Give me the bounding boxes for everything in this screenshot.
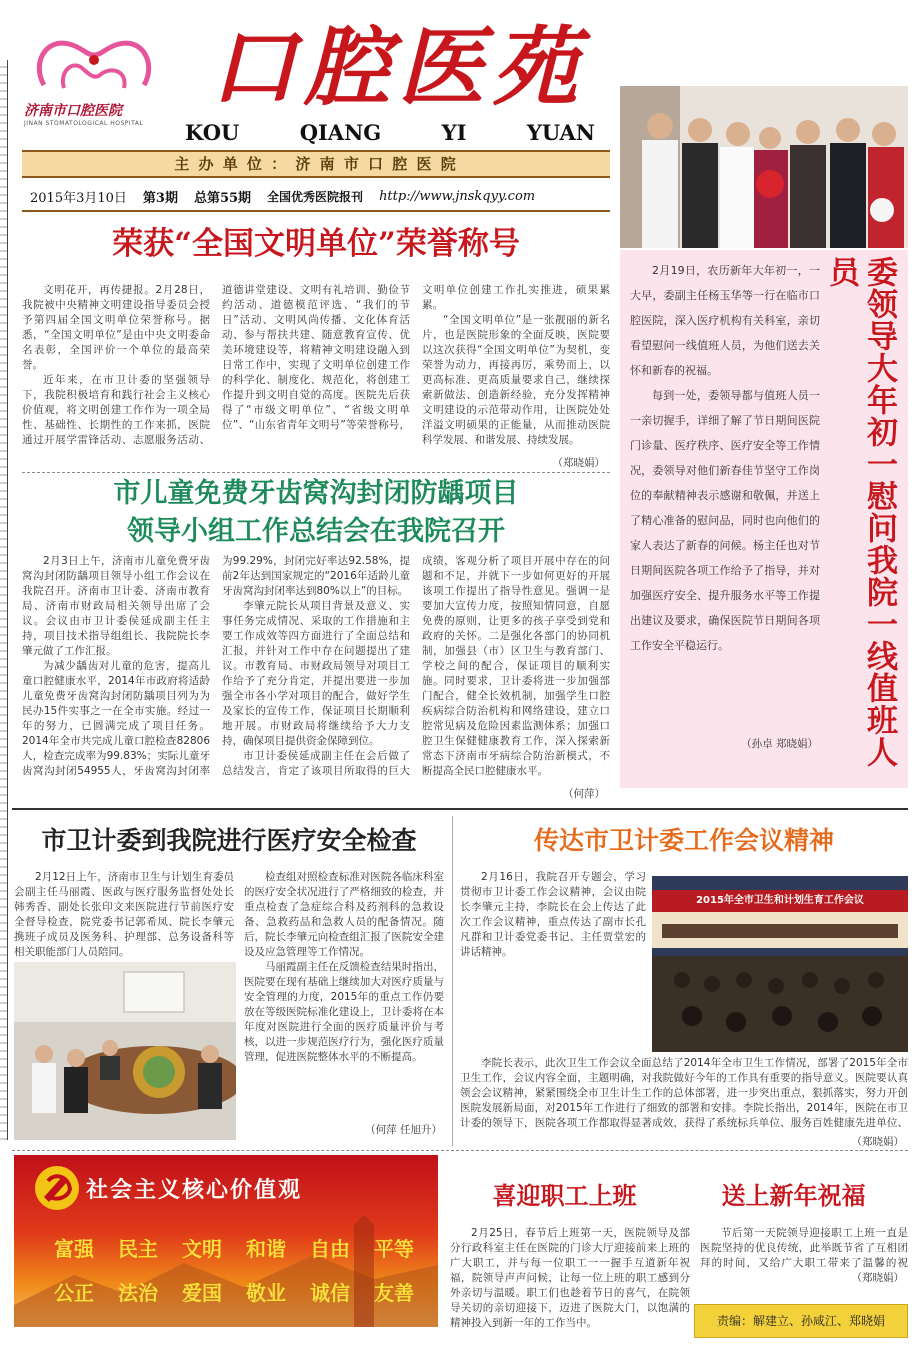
article2-para-3: 李肇元院长从项目背景及意义、实事任务完成情况、采取的工作措施和主要工作成效等四方面进行了全面总结和汇报，并针对工作中存在问题提出了建议。市教育局、市财政局领导对项目工作给予了充分肯定，并提出要进一步加强全市各小学对项目的配合，做好学生及家长的宣传工作，保证项目长期顺利地开展。市财政局将继续给予大力支持，确保项目提供资金保障到位。 xyxy=(222,600,410,747)
editor-box xyxy=(694,1304,908,1338)
value-2: 民主 xyxy=(118,1237,158,1261)
core-values-banner xyxy=(14,1155,438,1327)
value-10: 敬业 xyxy=(246,1281,286,1305)
article4-body-right xyxy=(244,870,444,1130)
value-3: 文明 xyxy=(182,1237,222,1261)
website-url[interactable]: http://www.jnskqyy.com xyxy=(379,188,536,204)
new-year-visit-photo xyxy=(620,86,908,248)
article6-headline-left: 喜迎职工上班 xyxy=(492,1181,637,1210)
article3-headline: 委领导大年初一慰问我院一线值班人员 xyxy=(823,256,897,768)
total-issue: 总第55期 xyxy=(193,190,252,206)
value-4: 和谐 xyxy=(246,1237,286,1261)
article5-body-left xyxy=(460,870,646,1048)
issue-number: 第3期 xyxy=(142,190,178,206)
article6-para-2: 节后第一天院领导迎接职工上班一直是医院坚持的优良传统，此举既节省了互相团拜的时间，又给广大职工带来了温馨的祝 xyxy=(700,1227,908,1269)
banner-line-2 xyxy=(54,1277,414,1307)
pinyin-yi: YI xyxy=(441,120,467,145)
pinyin-kou: KOU xyxy=(185,120,240,145)
article1-body xyxy=(22,283,610,455)
article4-para-2: 检查组对照检查标准对医院各临床科室的医疗安全状况进行了严格细致的检查，并重点检查了急症综合科及药剂科的急救设备、急救药品和急救人员的配备情况。随后，院长李肇元向检查组汇报了医院安全建设及应急管理等工作情况。 xyxy=(244,871,444,958)
value-6: 平等 xyxy=(374,1237,414,1261)
tooth-logo-icon xyxy=(24,30,164,100)
article2-headline-line1: 市儿童免费牙齿窝沟封闭防龋项目 xyxy=(113,478,519,509)
value-12: 友善 xyxy=(374,1281,414,1305)
article3-panel xyxy=(620,250,908,788)
inspection-meeting-photo xyxy=(14,962,236,1140)
article2-body xyxy=(22,554,610,786)
article1-para-2: 近年来，在市卫计委的坚强领导下，我院积极培育和践行社会主义核心价值观，将文明创建工作作为一项全局性、基础性、长期性的工作来抓，医院通过开展学雷锋活动、志愿服务活动、道德讲堂建设、文明有礼培训、勤俭节约活动、道德模范评选、“我们的节日”活动、文明风尚传播、文化体育活动、参与帮扶共建、随意教育宣传、优美环境建设等，将精神文明建设融入到日常工作中，实现了文明单位创建工作的科学化、制度化、规范化，将创建工作提升到文明自觉的高度。医院先后获得了“市级文明单位”、“省级文明单位”、“山东省青年文明号”等荣誉称号，文明单位创建工作扎实推进，硕果累累。 xyxy=(22,284,610,446)
article2-para-2: 为减少龋齿对儿童的危害，提高儿童口腔健康水平，2014年市政府将适龄儿童免费牙齿窝沟封闭防龋项目列为为民办15件实事之一在全市实施。经过一年的努力，已圆满完成了项目任务。2014年全市共完成儿童口腔检查82806人，检查完成率为99.83%；实际儿童牙齿窝沟封闭54955人，牙齿窝沟封闭率为99.29%，封闭完好率达92.58%，提前2年达到国家规定的“2016年适龄儿童牙齿窝沟封闭率达到80%以上”的目标。 xyxy=(22,555,410,777)
article1-para-3: “全国文明单位”是一张靓丽的新名片，也是医院形象的全面反映，医院要以这次获得“全国文明单位”为契机，变荣誉为动力，再接再厉，乘势而上，以更高标准、更高质量要求自己，继续探索新做法、创造新经验，充分发挥精神文明建设的示范带动作用，让医院处处洋溢文明硕果的正能量，从而推动医院科学发展、和谐发展、持续发展。 xyxy=(422,314,610,446)
article5-headline: 传达市卫计委工作会议精神 xyxy=(533,826,834,855)
editor-credits: 责编：解建立、孙咸江、郑晓娟 xyxy=(716,1314,885,1328)
article2-signature: （何萍） xyxy=(563,788,605,800)
party-emblem-icon xyxy=(32,1163,82,1213)
banner-line-1 xyxy=(54,1233,414,1263)
article1-headline: 荣获“全国文明单位”荣誉称号 xyxy=(112,226,520,262)
divider-1 xyxy=(22,472,610,473)
article5-body-bottom xyxy=(460,1056,908,1132)
article5-para-1: 2月16日，我院召开专题会，学习贯彻市卫计委工作会议精神，会议由院长李肇元主持，李院长在会上传达了此次工作会议精神，重点传达了副市长孔凡群和卫计委党委书记、主任贾堂宏的讲话精神。 xyxy=(460,871,646,958)
article3-para-1: 2月19日，农历新年大年初一，一大早，委副主任杨玉华等一行在临市口腔医院，深入医疗机构有关科室，亲切看望慰问一线值班人员，为他们送去关怀和新春的祝福。 xyxy=(630,264,820,377)
value-5: 自由 xyxy=(310,1237,350,1261)
pinyin-qiang: QIANG xyxy=(299,120,382,145)
article2-para-1: 2月3日上午，济南市儿童免费牙齿窝沟封闭防龋项目领导小组工作会议在我院召开。济南市卫计委、济南市教育局、济南市财政局相关领导出席了会议。会议由市卫计委侯延成副主任主持，项目技术指导组组长、我院院长李肇元做了工作汇报。 xyxy=(22,555,210,657)
page-left-strip xyxy=(0,60,8,1140)
issue-line xyxy=(30,186,610,206)
title-pinyin xyxy=(185,120,595,144)
article4-para-3: 马丽霞副主任在反馈检查结果时指出，医院要在现有基础上继续加大对医疗质量与安全管理的力度，2015年的重点工作仍要放在等级医院标准化建设上，卫计委将在本年度对医院进行全面的医疗质量评价与考核，以进一步规范医疗行为，强化医疗质量管理，促进医院整体水平的不断提高。 xyxy=(244,961,444,1063)
work-conference-photo xyxy=(652,876,908,1052)
award-text: 全国优秀医院报刊 xyxy=(267,189,364,204)
article6-headline xyxy=(450,1174,908,1218)
article4-para-1: 2月12日上午，济南市卫生与计划生育委员会副主任马丽霞、医政与医疗服务监督处处长韩秀香、副处长张印文来医院进行节前医疗安全督导检查，院党委书记郭希凤、院长李肇元携班子成员及医务科、护理部、总务设备科等相关职能部门人员陪同。 xyxy=(14,871,234,958)
article4-signature: （何萍 任旭升） xyxy=(365,1124,442,1136)
article6-headline-right: 送上新年祝福 xyxy=(721,1181,866,1210)
article6-signature: （郑晓娟） xyxy=(851,1272,904,1284)
value-9: 爱国 xyxy=(182,1281,222,1305)
value-7: 公正 xyxy=(54,1281,94,1305)
article6-para-1: 2月25日，春节后上班第一天，医院领导及部分行政科室主任在医院的门诊大厅迎接前来上班的广大职工，并与每一位职工一一握手互道新年祝福，院领导声声问候，让每一位上班的职工感到分外亲切与温暖。职工们也趁着节日的喜气，在院领导关切的亲切迎接下，迈进了医院大门，以饱满的精神投入到新一年的工作当中。 xyxy=(450,1227,690,1329)
people-group-icon xyxy=(620,86,908,248)
article3-para-2: 每到一处，委领导都与值班人员一一亲切握手，详细了解了节日期间医院门诊量、医疗秩序、医疗安全等工作情况，委领导对他们新春佳节坚守工作岗位的奉献精神表示感谢和敬佩，并送上了精心准备的慰问品，同时也向他们的家人表达了新春的问候。杨主任也对节日期间医院各项工作给予了指导，并对加强医疗安全、提升服务水平等工作提出建议及要求，确保医院节日期间各项工作安全平稳运行。 xyxy=(630,389,820,652)
value-1: 富强 xyxy=(54,1237,94,1261)
article4-headline: 市卫计委到我院进行医疗安全检查 xyxy=(41,826,417,855)
value-8: 法治 xyxy=(118,1281,158,1305)
conference-banner-text: 2015年全市卫生和计划生育工作会议 xyxy=(696,895,864,906)
issue-date: 2015年3月10日 xyxy=(30,190,127,206)
article5-para-2: 李院长表示，此次卫生工作会议全面总结了2014年全市卫生工作情况，部署了2015年全市卫生工作，会议内容全面，主题明确，对我院做好今年的工作具有重要的指导意义。医院要认真领会会议精神，紧紧围绕全市卫生计生工作的总体部署，进一步突出重点，狠抓落实，努力开创医院发展新局面，对2015年工作进行了细致的部署和安排。李院长指出，2014年，医院在市卫计委的领导下，医院各项工作都取得显著成效，获得了系统标兵单位、服务百姓健康先进单位、 xyxy=(460,1057,908,1129)
article3-signature: （孙卓 郑晓娟） xyxy=(741,738,818,750)
section-divider xyxy=(12,808,908,810)
pinyin-yuan: YUAN xyxy=(526,120,595,145)
article5-signature: （郑晓娟） xyxy=(851,1136,904,1148)
sponsor-text: 主 办 单 位 ： 济 南 市 口 腔 医 院 xyxy=(174,155,458,173)
article1-signature: （郑晓娟） xyxy=(552,457,605,469)
banner-title: 社会主义核心价值观 xyxy=(86,1177,303,1203)
section-divider-2 xyxy=(12,1150,908,1151)
hospital-name-en: JINAN STOMATOLOGICAL HOSPITAL xyxy=(24,120,144,127)
article2-headline-line2: 领导小组工作总结会在我院召开 xyxy=(127,516,505,547)
sponsor-bar xyxy=(22,150,610,178)
article3-body xyxy=(630,258,820,728)
article2-para-4: 市卫计委侯延成副主任在会后做了总结发言，肯定了该项目所取得的巨大成绩，客观分析了项目开展中存在的问题和不足，并就下一步如何更好的开展该项工作提出了指导性意见。强调一是要加大宣传力度，按照知情同意，自愿免费的原则，让更多的孩子享受到党和政府的关怀。二是强化各部门的协同机制，加强县（市）区卫生与教育部门、学校之间的配合，保证项目的顺利实施。同时要求，卫计委将进一步加强部门配合，健全长效机制，加强学生口腔疾病综合防治机构和网络建设，建立口腔常见病及危险因素监测体系；加强口腔卫生保健健康教育工作，深入探索新常态下济南市牙病综合防治新模式，不断提高全民口腔健康水平。 xyxy=(222,555,610,777)
article1-para-1: 文明花开，再传捷报。2月28日，我院被中央精神文明建设指导委员会授予第四届全国文明单位荣誉称号。据悉，“全国文明单位”是由中央文明委命名表彰，全国评价一个单位的最高荣誉。 xyxy=(22,284,210,371)
hospital-logo xyxy=(24,30,164,127)
newspaper-title: 口腔医苑 xyxy=(210,17,586,118)
masthead-divider xyxy=(22,210,610,212)
hospital-name: 济南市口腔医院 xyxy=(24,103,122,119)
vertical-divider xyxy=(452,816,453,1146)
meeting-room-icon xyxy=(14,962,236,1140)
value-11: 诚信 xyxy=(310,1281,350,1305)
